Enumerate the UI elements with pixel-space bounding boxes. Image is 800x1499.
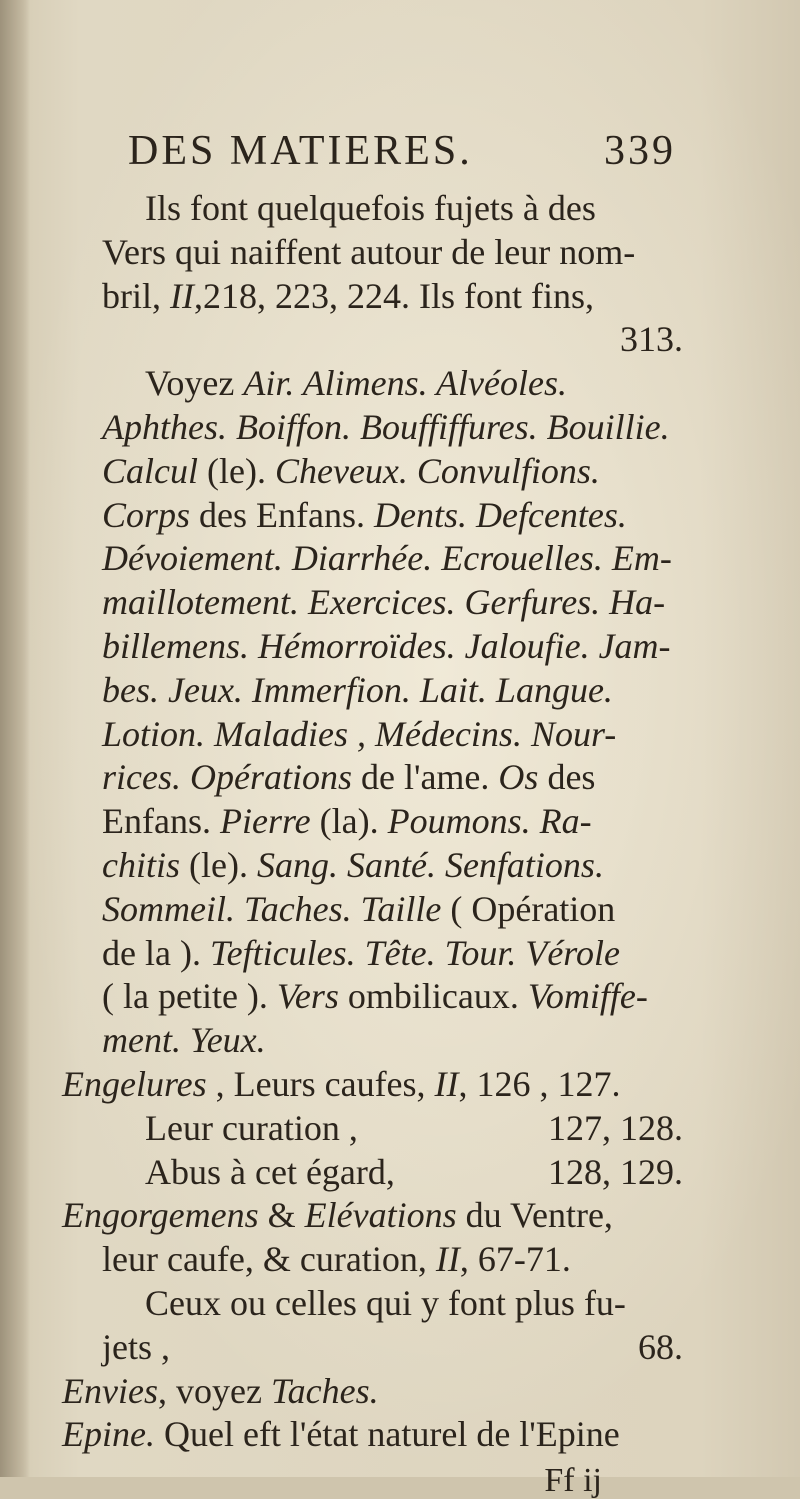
text-run: Corps bbox=[102, 494, 191, 535]
text-run: Leur curation , bbox=[145, 1107, 358, 1148]
text-line bbox=[102, 409, 683, 445]
text-run: des Enfans. bbox=[190, 494, 374, 535]
text-line bbox=[102, 319, 683, 360]
text-run: II bbox=[170, 275, 194, 316]
text-run: Sommeil. Taches. Taille bbox=[102, 888, 442, 929]
signature-mark: Ff ij bbox=[544, 1462, 602, 1499]
text-run: Pierre bbox=[219, 801, 311, 842]
text-run: jets , bbox=[102, 1326, 170, 1367]
text-run: , 67-71. bbox=[459, 1239, 571, 1280]
text-line bbox=[102, 494, 683, 535]
text-line bbox=[62, 1066, 683, 1102]
page-gutter-shadow bbox=[0, 0, 30, 1477]
text-line bbox=[62, 1370, 683, 1411]
text-run: Vers qui naiffent autour de leur nom- bbox=[102, 231, 636, 272]
text-line bbox=[102, 888, 683, 929]
text-run: rices. Opérations bbox=[102, 757, 352, 798]
text-run: (le). bbox=[180, 845, 257, 885]
text-run: 313. bbox=[620, 319, 683, 360]
text-run: 68. bbox=[638, 1326, 683, 1367]
text-run: Enfans. bbox=[102, 801, 220, 842]
text-run: de l'ame. bbox=[351, 757, 499, 798]
text-run: Epine. bbox=[62, 1414, 155, 1455]
text-run: Voyez bbox=[145, 363, 244, 404]
text-line bbox=[102, 538, 683, 579]
text-run: Sang. Santé. Senfations. bbox=[256, 845, 604, 885]
text-run: Poumons. Ra- bbox=[387, 801, 592, 842]
text-line bbox=[145, 1107, 683, 1148]
text-run: des bbox=[538, 757, 596, 798]
text-run: Tefticules. Tête. Tour. Vérole bbox=[209, 932, 620, 973]
text-run: Ils font quelquefois fujets à des bbox=[145, 188, 596, 228]
text-line bbox=[102, 976, 683, 1017]
text-run: Air. Alimens. Alvéoles. bbox=[243, 363, 567, 404]
text-line bbox=[102, 450, 683, 491]
text-line bbox=[102, 582, 683, 623]
text-run: Vomiffe- bbox=[527, 976, 648, 1017]
text-run: Engelures bbox=[62, 1064, 207, 1104]
text-run: Elévations bbox=[304, 1195, 457, 1236]
text-run: Envies bbox=[62, 1370, 158, 1411]
text-run: Dents. Defcentes. bbox=[374, 494, 627, 535]
text-run: de la ). bbox=[102, 932, 210, 973]
text-line bbox=[62, 1195, 683, 1236]
text-run: Quel eft l'état naturel de l'Epine bbox=[154, 1414, 620, 1455]
text-run: Vers bbox=[276, 976, 339, 1017]
text-run: Taches. bbox=[270, 1370, 379, 1411]
text-run: II bbox=[435, 1239, 460, 1280]
text-line bbox=[102, 628, 683, 664]
text-run: bril, bbox=[102, 275, 170, 316]
text-line bbox=[62, 1414, 683, 1455]
text-run: , voyez bbox=[157, 1370, 271, 1411]
text-line bbox=[102, 801, 683, 842]
header-page-number: 339 bbox=[604, 128, 676, 174]
text-run: 128, 129. bbox=[548, 1151, 683, 1192]
text-run: Aphthes. Boiffon. Bouffiffures. Bouillie. bbox=[102, 407, 670, 447]
text-run: , 126 , 127. bbox=[458, 1064, 621, 1104]
text-run: ment. Yeux. bbox=[102, 1020, 266, 1061]
text-run: ,218, 223, 224. Ils font fins, bbox=[193, 275, 594, 316]
text-line bbox=[102, 1326, 683, 1367]
text-line bbox=[102, 847, 683, 883]
text-run: Engorgemens bbox=[62, 1195, 259, 1236]
text-run: Lotion. Maladies , Médecins. Nour- bbox=[102, 713, 617, 754]
text-line bbox=[102, 231, 683, 272]
running-header bbox=[128, 130, 676, 172]
text-run: Dévoiement. Diarrhée. Ecrouelles. Em- bbox=[102, 538, 672, 579]
text-run: , Leurs caufes, bbox=[206, 1064, 435, 1104]
text-run: Cheveux. Convulfions. bbox=[274, 450, 600, 491]
text-run: ombilicaux. bbox=[338, 976, 528, 1017]
text-run: Calcul bbox=[102, 450, 198, 491]
text-run: II bbox=[434, 1064, 459, 1104]
text-run: & bbox=[258, 1195, 305, 1236]
text-line bbox=[102, 275, 683, 316]
text-run: 127, 128. bbox=[548, 1107, 683, 1148]
text-line bbox=[102, 669, 683, 710]
text-run: ( Opération bbox=[441, 888, 616, 929]
text-run: leur caufe, & curation, bbox=[102, 1239, 436, 1280]
text-run: du Ventre, bbox=[456, 1195, 613, 1236]
text-line bbox=[145, 1151, 683, 1192]
text-line bbox=[102, 757, 683, 798]
text-line bbox=[145, 1285, 683, 1321]
text-line bbox=[145, 190, 683, 226]
text-run: (le). bbox=[198, 450, 275, 491]
text-run: maillotement. Exercices. Gerfures. Ha- bbox=[102, 582, 666, 623]
text-line bbox=[102, 713, 683, 754]
text-line bbox=[102, 1020, 683, 1061]
text-run: bes. Jeux. Immerfion. Lait. Langue. bbox=[102, 669, 613, 710]
text-line bbox=[102, 932, 683, 973]
text-run: Os bbox=[498, 757, 539, 798]
text-line bbox=[145, 363, 683, 404]
text-run: chitis bbox=[102, 845, 180, 885]
text-run: Abus à cet égard, bbox=[145, 1151, 395, 1192]
text-run: billemens. Hémorroïdes. Jaloufie. Jam- bbox=[102, 626, 671, 666]
text-run: Ceux ou celles qui y font plus fu- bbox=[145, 1283, 626, 1323]
header-title: DES MATIERES. bbox=[128, 128, 473, 174]
text-run: (la). bbox=[310, 801, 388, 842]
text-run: ( la petite ). bbox=[102, 976, 277, 1017]
text-line bbox=[102, 1239, 683, 1280]
